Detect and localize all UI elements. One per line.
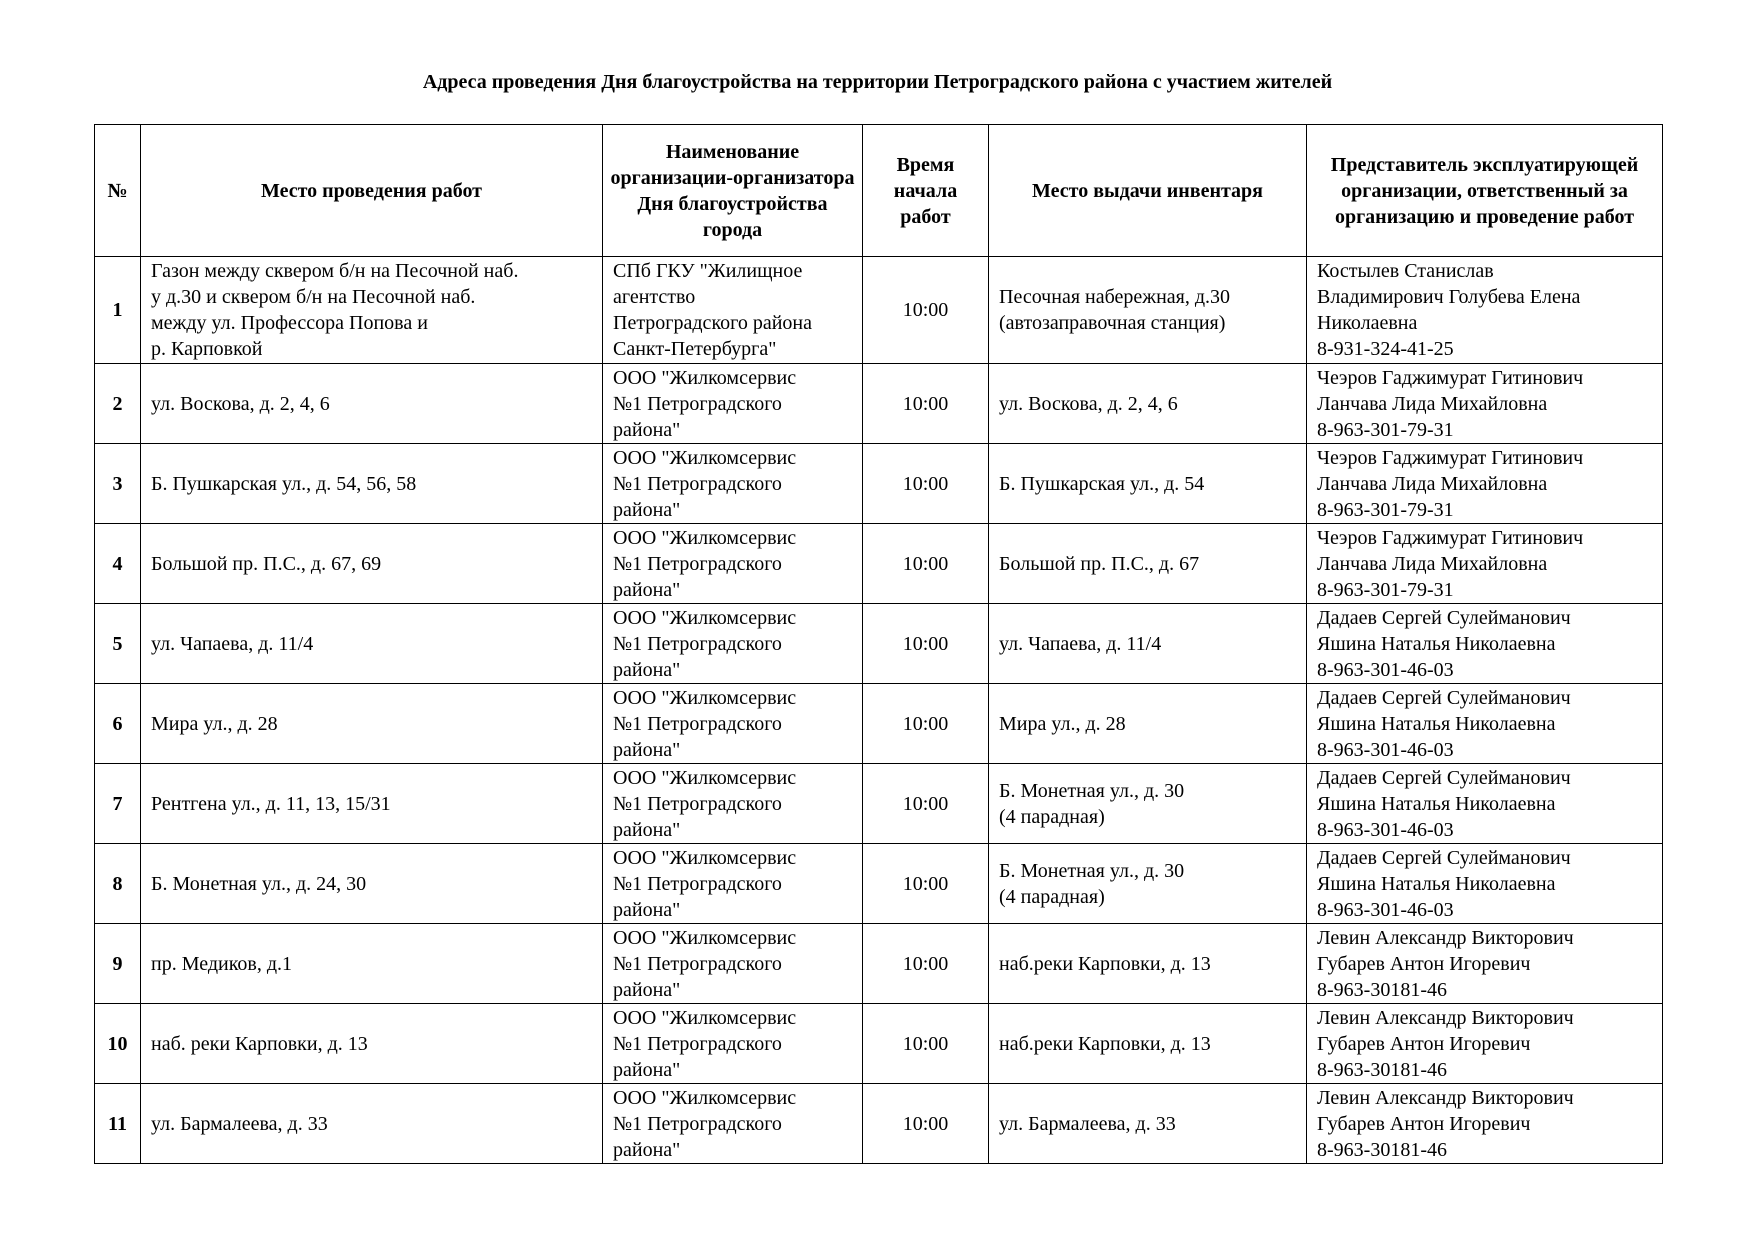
table-row	[95, 364, 1663, 444]
row-number: 1	[95, 257, 141, 364]
work-place-cell: Рентгена ул., д. 11, 13, 15/31	[141, 764, 603, 844]
row-number: 6	[95, 684, 141, 764]
representative-cell: Чеэров Гаджимурат Гитинович Ланчава Лида Михайловна 8-963-301-79-31	[1307, 524, 1663, 604]
table-row	[95, 604, 1663, 684]
start-time-cell: 10:00	[863, 257, 989, 364]
inventory-place-cell: Большой пр. П.С., д. 67	[989, 524, 1307, 604]
table-row	[95, 684, 1663, 764]
start-time-cell: 10:00	[863, 364, 989, 444]
events-table	[94, 124, 1663, 1164]
header-inventory: Место выдачи инвентаря	[989, 125, 1307, 257]
table-row	[95, 924, 1663, 1004]
start-time-cell: 10:00	[863, 924, 989, 1004]
work-place-cell: наб. реки Карповки, д. 13	[141, 1004, 603, 1084]
representative-cell: Левин Александр Викторович Губарев Антон Игоревич 8-963-30181-46	[1307, 924, 1663, 1004]
start-time-cell: 10:00	[863, 524, 989, 604]
row-number: 2	[95, 364, 141, 444]
organizer-cell: ООО "Жилкомсервис №1 Петроградского района"	[603, 524, 863, 604]
inventory-place-cell: Б. Монетная ул., д. 30 (4 парадная)	[989, 844, 1307, 924]
row-number: 9	[95, 924, 141, 1004]
organizer-cell: ООО "Жилкомсервис №1 Петроградского района"	[603, 1004, 863, 1084]
representative-cell: Чеэров Гаджимурат Гитинович Ланчава Лида Михайловна 8-963-301-79-31	[1307, 444, 1663, 524]
table-row	[95, 257, 1663, 364]
work-place-cell: Б. Монетная ул., д. 24, 30	[141, 844, 603, 924]
inventory-place-cell: наб.реки Карповки, д. 13	[989, 924, 1307, 1004]
table-row	[95, 764, 1663, 844]
table-row	[95, 524, 1663, 604]
organizer-cell: ООО "Жилкомсервис №1 Петроградского района"	[603, 764, 863, 844]
inventory-place-cell: Б. Пушкарская ул., д. 54	[989, 444, 1307, 524]
organizer-cell: ООО "Жилкомсервис №1 Петроградского района"	[603, 364, 863, 444]
work-place-cell: ул. Воскова, д. 2, 4, 6	[141, 364, 603, 444]
header-time: Время начала работ	[863, 125, 989, 257]
representative-cell: Дадаев Сергей Сулейманович Яшина Наталья Николаевна 8-963-301-46-03	[1307, 604, 1663, 684]
organizer-cell: СПб ГКУ "Жилищное агентство Петроградского района Санкт-Петербурга"	[603, 257, 863, 364]
row-number: 5	[95, 604, 141, 684]
start-time-cell: 10:00	[863, 684, 989, 764]
representative-cell: Левин Александр Викторович Губарев Антон Игоревич 8-963-30181-46	[1307, 1084, 1663, 1164]
organizer-cell: ООО "Жилкомсервис №1 Петроградского района"	[603, 924, 863, 1004]
inventory-place-cell: наб.реки Карповки, д. 13	[989, 1004, 1307, 1084]
table-row	[95, 1084, 1663, 1164]
table-row	[95, 844, 1663, 924]
representative-cell: Дадаев Сергей Сулейманович Яшина Наталья Николаевна 8-963-301-46-03	[1307, 764, 1663, 844]
organizer-cell: ООО "Жилкомсервис №1 Петроградского района"	[603, 684, 863, 764]
start-time-cell: 10:00	[863, 604, 989, 684]
inventory-place-cell: ул. Воскова, д. 2, 4, 6	[989, 364, 1307, 444]
start-time-cell: 10:00	[863, 764, 989, 844]
work-place-cell: Мира ул., д. 28	[141, 684, 603, 764]
row-number: 11	[95, 1084, 141, 1164]
work-place-cell: ул. Чапаева, д. 11/4	[141, 604, 603, 684]
inventory-place-cell: ул. Бармалеева, д. 33	[989, 1084, 1307, 1164]
document-title: Адреса проведения Дня благоустройства на территории Петроградского района с участием жителей	[422, 71, 1333, 93]
organizer-cell: ООО "Жилкомсервис №1 Петроградского района"	[603, 1084, 863, 1164]
table-row	[95, 444, 1663, 524]
representative-cell: Левин Александр Викторович Губарев Антон Игоревич 8-963-30181-46	[1307, 1004, 1663, 1084]
row-number: 4	[95, 524, 141, 604]
inventory-place-cell: Песочная набережная, д.30 (автозаправочная станция)	[989, 257, 1307, 364]
table-header-row	[95, 125, 1663, 257]
inventory-place-cell: Мира ул., д. 28	[989, 684, 1307, 764]
work-place-cell: ул. Бармалеева, д. 33	[141, 1084, 603, 1164]
header-place: Место проведения работ	[141, 125, 603, 257]
start-time-cell: 10:00	[863, 1084, 989, 1164]
work-place-cell: Б. Пушкарская ул., д. 54, 56, 58	[141, 444, 603, 524]
start-time-cell: 10:00	[863, 444, 989, 524]
table-row	[95, 1004, 1663, 1084]
header-organizer: Наименование организации-организатора Дня благоустройства города	[603, 125, 863, 257]
representative-cell: Дадаев Сергей Сулейманович Яшина Наталья Николаевна 8-963-301-46-03	[1307, 844, 1663, 924]
representative-cell: Дадаев Сергей Сулейманович Яшина Наталья Николаевна 8-963-301-46-03	[1307, 684, 1663, 764]
inventory-place-cell: ул. Чапаева, д. 11/4	[989, 604, 1307, 684]
organizer-cell: ООО "Жилкомсервис №1 Петроградского района"	[603, 604, 863, 684]
representative-cell: Костылев Станислав Владимирович Голубева Елена Николаевна 8-931-324-41-25	[1307, 257, 1663, 364]
start-time-cell: 10:00	[863, 1004, 989, 1084]
row-number: 10	[95, 1004, 141, 1084]
organizer-cell: ООО "Жилкомсервис №1 Петроградского района"	[603, 444, 863, 524]
work-place-cell: Газон между сквером б/н на Песочной наб. у д.30 и сквером б/н на Песочной наб. между ул. Профессора Попова и р. Карповкой	[141, 257, 603, 364]
row-number: 7	[95, 764, 141, 844]
header-num: №	[95, 125, 141, 257]
row-number: 3	[95, 444, 141, 524]
representative-cell: Чеэров Гаджимурат Гитинович Ланчава Лида Михайловна 8-963-301-79-31	[1307, 364, 1663, 444]
work-place-cell: пр. Медиков, д.1	[141, 924, 603, 1004]
start-time-cell: 10:00	[863, 844, 989, 924]
header-representative: Представитель эксплуатирующей организации, ответственный за организацию и проведение работ	[1307, 125, 1663, 257]
row-number: 8	[95, 844, 141, 924]
inventory-place-cell: Б. Монетная ул., д. 30 (4 парадная)	[989, 764, 1307, 844]
work-place-cell: Большой пр. П.С., д. 67, 69	[141, 524, 603, 604]
organizer-cell: ООО "Жилкомсервис №1 Петроградского района"	[603, 844, 863, 924]
